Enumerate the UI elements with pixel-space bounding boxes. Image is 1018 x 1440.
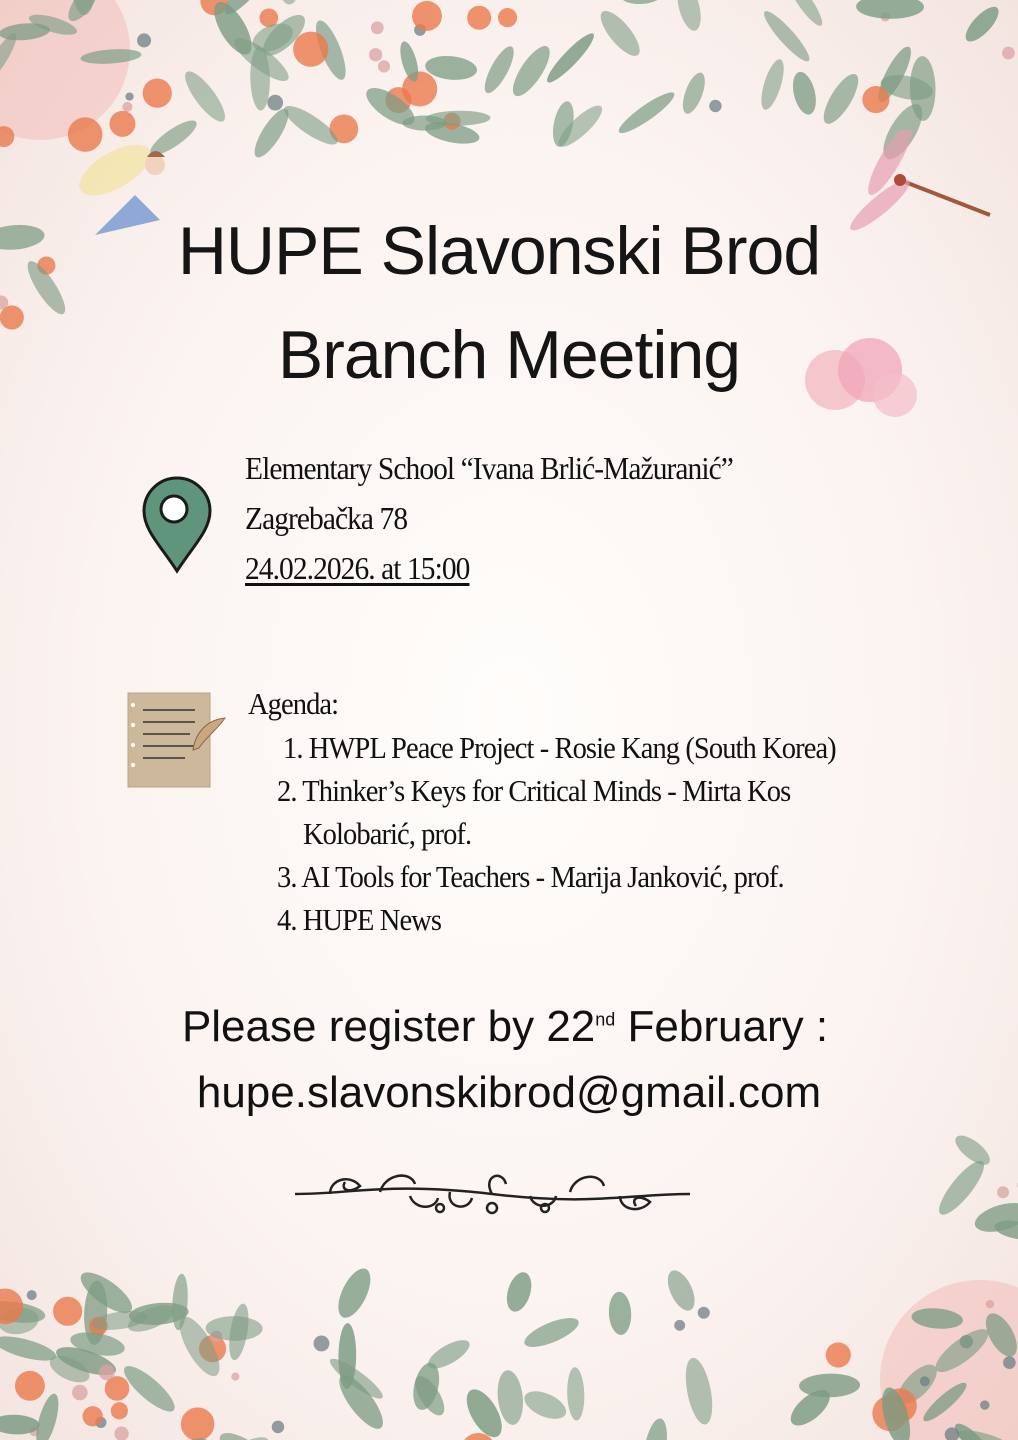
leaf <box>681 1356 717 1427</box>
leaf <box>799 1373 860 1398</box>
flower <box>111 1402 128 1419</box>
flower <box>826 1342 851 1367</box>
berry <box>122 102 132 112</box>
flower <box>293 32 328 67</box>
register-email[interactable]: hupe.slavonskibrod@gmail.com <box>196 1068 822 1117</box>
leaf <box>662 1266 700 1314</box>
title-line-2: Branch Meeting <box>277 317 741 393</box>
leaf <box>620 0 664 5</box>
leaf <box>520 1386 570 1425</box>
notepad-quill-icon <box>125 690 230 790</box>
leaf <box>1013 1148 1018 1193</box>
berry <box>314 1336 330 1352</box>
leaf <box>759 7 814 66</box>
berry <box>920 1376 930 1386</box>
leaf <box>960 2 1003 47</box>
berry <box>986 1300 995 1309</box>
flower <box>412 1 442 31</box>
berry <box>371 21 384 34</box>
leaf <box>332 1264 377 1323</box>
berry <box>137 33 151 47</box>
leaf <box>615 87 679 138</box>
leaf <box>502 1269 535 1314</box>
leaf <box>757 57 788 112</box>
flower <box>467 6 491 30</box>
flower <box>53 1297 82 1326</box>
berry <box>114 1426 128 1440</box>
leaf <box>277 0 301 5</box>
leaf <box>856 0 924 19</box>
agenda-item-2-continued: Kolobarić, prof. <box>303 816 472 851</box>
leaf <box>783 0 827 29</box>
leaf <box>933 1155 991 1220</box>
agenda-item-3: 3. AI Tools for Teachers - Marija Janković, prof. <box>277 859 784 894</box>
flower <box>82 1406 102 1426</box>
agenda-item-1: 1. HWPL Peace Project - Rosie Kang (South Korea) <box>283 730 836 765</box>
berry <box>125 92 133 100</box>
berry <box>369 48 382 61</box>
berry <box>1002 47 1015 60</box>
venue-address: Zagrebačka 78 <box>245 500 408 536</box>
flower <box>15 1371 45 1401</box>
berry <box>267 95 283 111</box>
leaf <box>542 29 598 87</box>
agenda-heading: Agenda: <box>248 686 339 721</box>
berry <box>674 1320 685 1331</box>
berry <box>709 100 721 112</box>
flower <box>181 1407 214 1440</box>
berry <box>1003 1356 1016 1369</box>
agenda-item-4: 4. HUPE News <box>277 902 442 937</box>
berry <box>272 1421 284 1433</box>
leaf <box>594 5 646 61</box>
ornamental-divider <box>290 1162 695 1224</box>
leaf <box>817 69 864 128</box>
leaf <box>673 0 705 33</box>
agenda-item-2: 2. Thinker’s Keys for Critical Minds - Mirta Kos <box>277 773 791 808</box>
leaf <box>639 1417 671 1440</box>
leaf <box>608 1291 632 1335</box>
leaf <box>214 1426 275 1440</box>
register-deadline: Please register by 22nd February : <box>181 1002 829 1051</box>
leaf <box>789 70 820 117</box>
map-pin-icon <box>140 475 215 575</box>
venue-school: Elementary School “Ivana Brlić-Mažuranić” <box>245 450 733 486</box>
leaf <box>521 1312 582 1353</box>
leaf <box>678 70 709 117</box>
leaf <box>179 66 231 127</box>
title-line-1: HUPE Slavonski Brod <box>177 213 821 289</box>
leaf <box>506 41 556 101</box>
leaf <box>566 1367 585 1421</box>
berry <box>27 1290 37 1300</box>
leaf <box>425 110 490 126</box>
leaf <box>0 1331 59 1365</box>
berry <box>231 1373 239 1381</box>
berry <box>980 1400 989 1409</box>
berry <box>378 60 390 72</box>
meeting-datetime: 24.02.2026. at 15:00 <box>245 550 470 586</box>
berry <box>72 1385 88 1401</box>
berry <box>997 1186 1009 1198</box>
berry <box>698 1307 710 1319</box>
berry <box>99 1364 115 1380</box>
flower <box>498 8 517 27</box>
flower <box>143 79 172 108</box>
